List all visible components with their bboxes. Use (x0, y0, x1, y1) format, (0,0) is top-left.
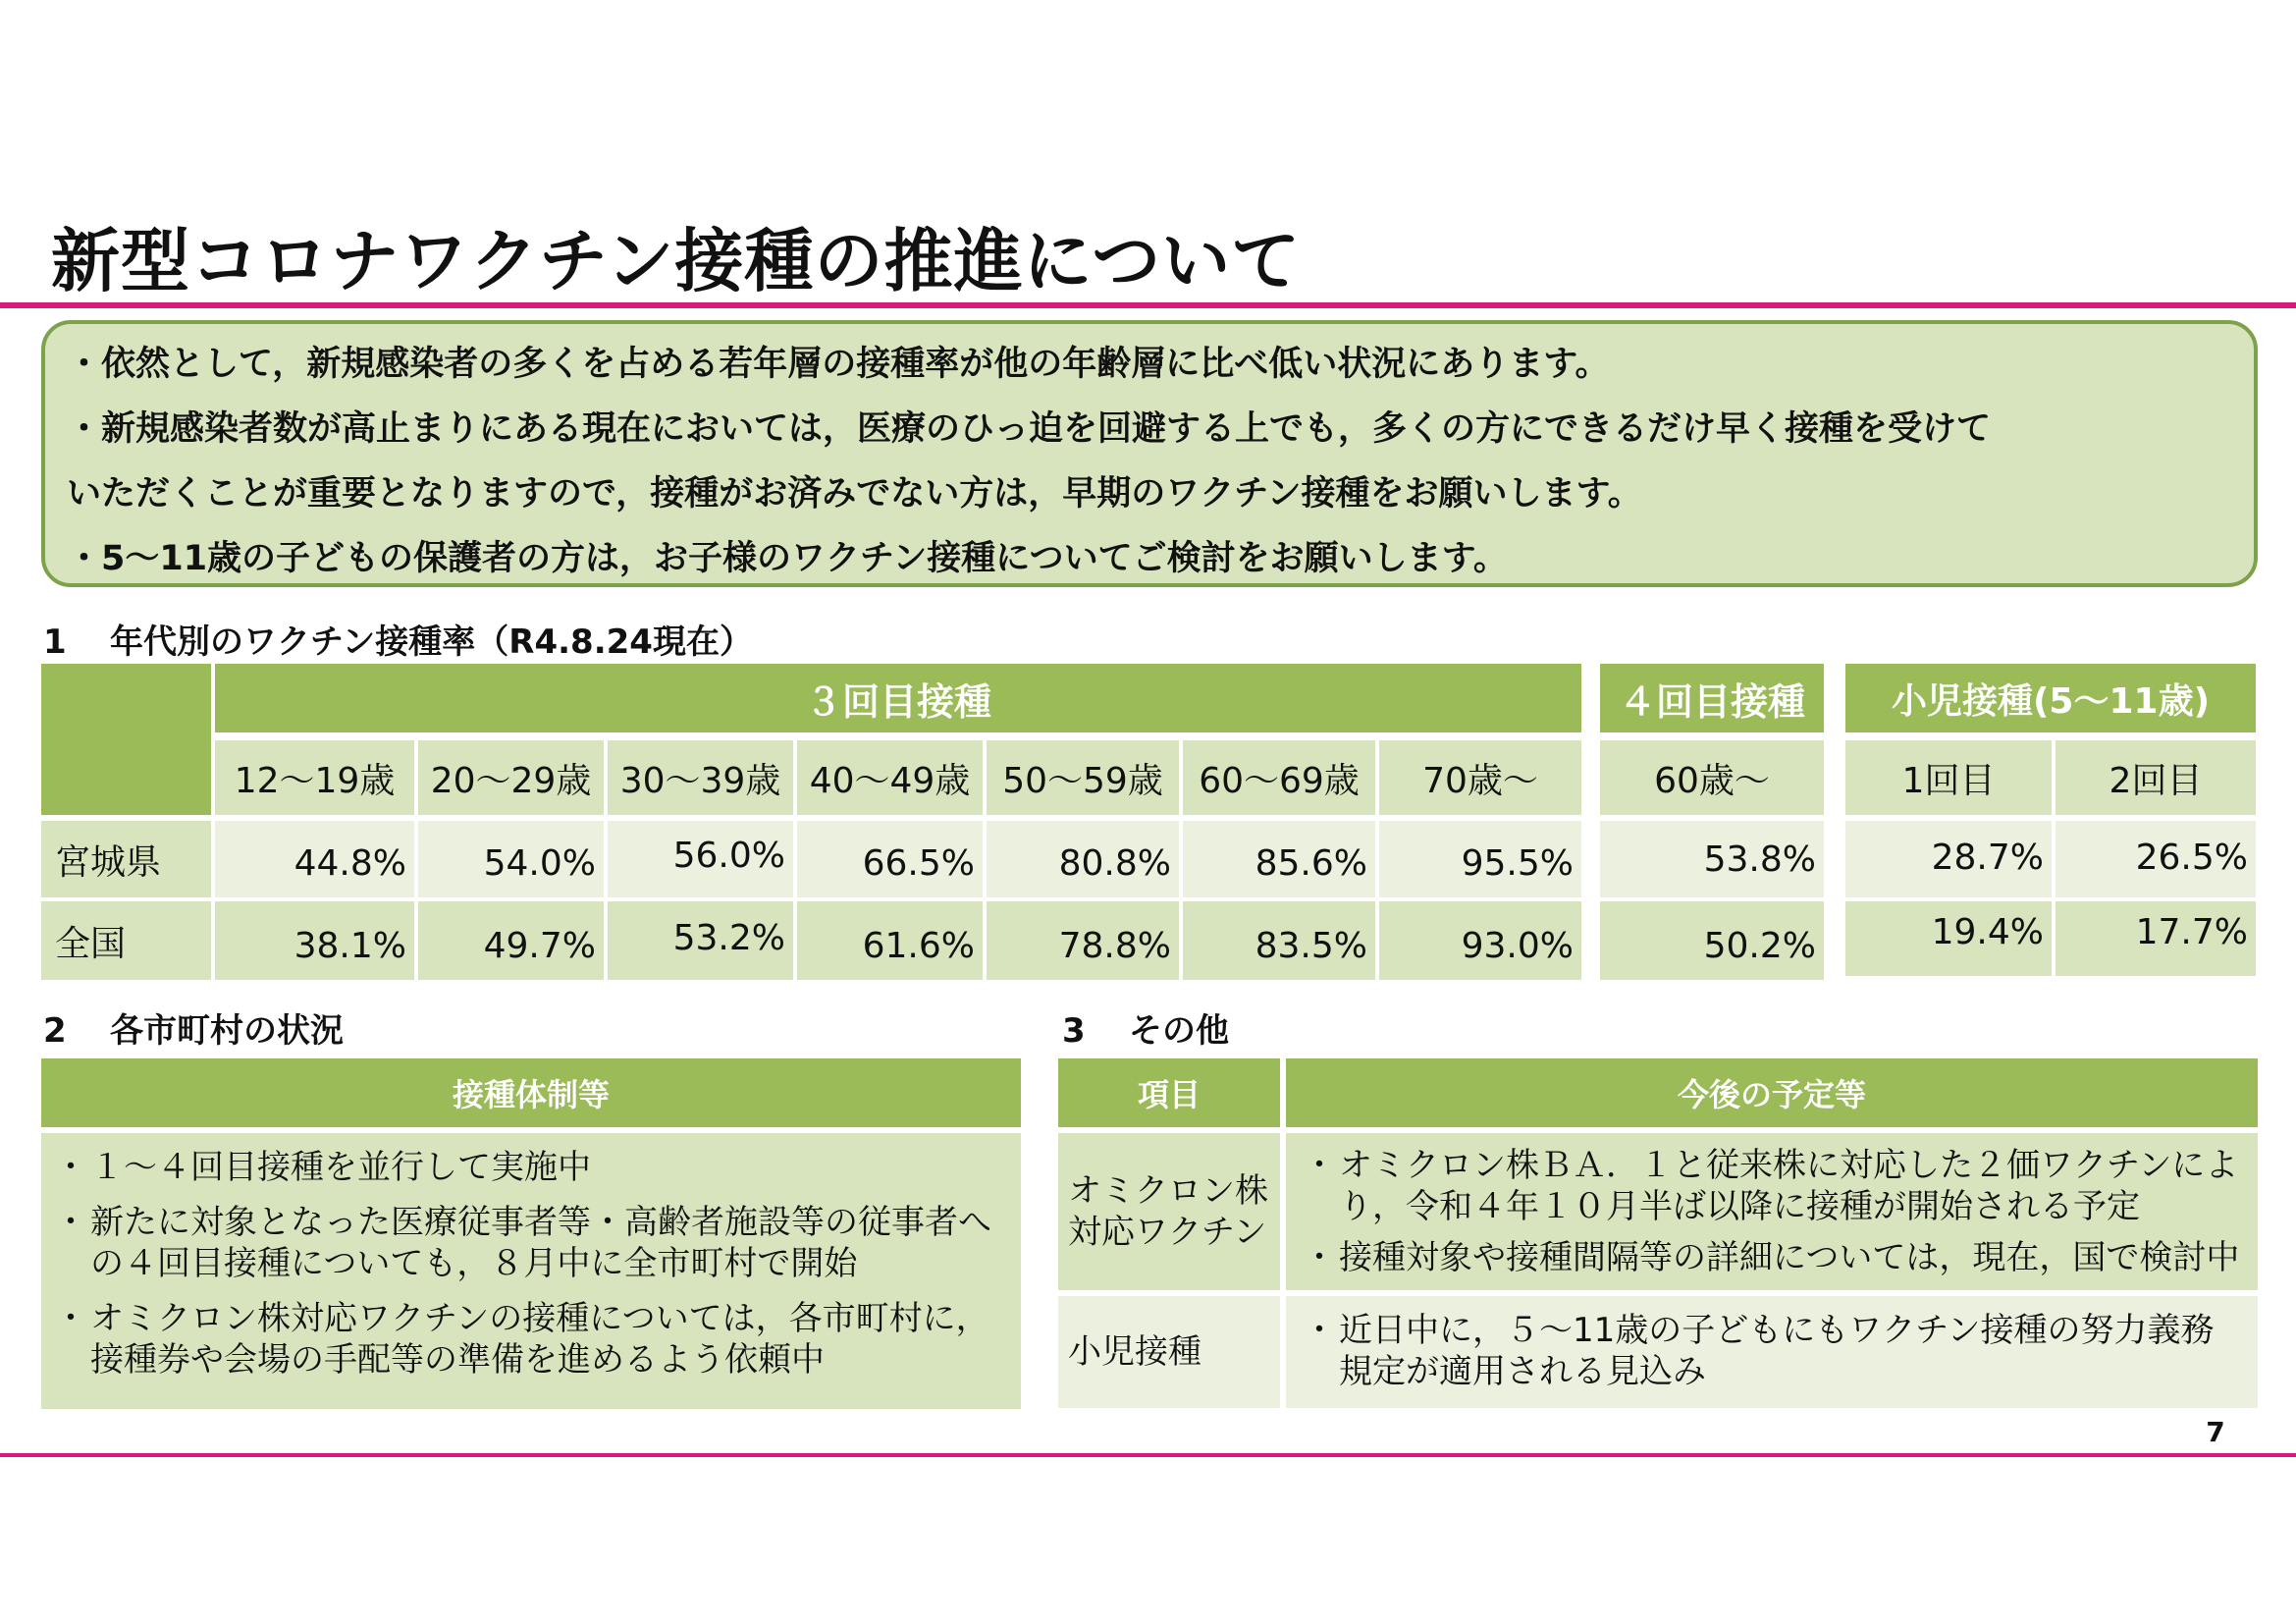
age-header: 60～69歳 (1183, 740, 1375, 815)
summary-line: ・5～11歳の子どもの保護者の方は，お子様のワクチン接種についてご検討をお願いします。 (67, 539, 1508, 578)
plan-cell (1286, 1133, 2258, 1290)
age-header: 30～39歳 (608, 740, 793, 815)
rate-cell: 38.1% (215, 901, 414, 980)
plan-cell (1286, 1296, 2258, 1408)
section2-heading (43, 1003, 344, 1052)
age-header: 12～19歳 (215, 740, 414, 815)
rate-cell: 50.2% (1600, 901, 1824, 980)
summary-line: ・新規感染者数が高止まりにある現在においては，医療のひっ迫を回避する上でも，多くの方にできるだけ早く接種を受けて (67, 409, 1992, 449)
page-number: 7 (2206, 1416, 2225, 1448)
rate-cell: 53.8% (1600, 821, 1824, 897)
dose-header: 2回目 (2056, 740, 2256, 815)
rate-cell: 95.5% (1379, 821, 1581, 897)
footer-divider (0, 1453, 2296, 1457)
column-header-plan: 今後の予定等 (1286, 1058, 2258, 1127)
rate-cell: 49.7% (418, 901, 604, 980)
column-header-item: 項目 (1058, 1058, 1280, 1127)
section-title: 各市町村の状況 (110, 1011, 344, 1051)
child-header: 小児接種(5～11歳) (1845, 664, 2256, 732)
summary-line: ・依然として，新規感染者の多くを占める若年層の接種率が他の年齢層に比べ低い状況にあります。 (67, 345, 1610, 384)
table-header: 接種体制等 (41, 1058, 1021, 1127)
rate-cell: 19.4% (1845, 901, 2052, 976)
rate-cell: 28.7% (1845, 821, 2052, 897)
table-corner (41, 664, 211, 815)
table-body (41, 1133, 1021, 1409)
item-cell (1058, 1133, 1280, 1290)
rate-cell: 54.0% (418, 821, 604, 897)
rate-cell: 85.6% (1183, 821, 1375, 897)
title-divider (0, 302, 2296, 308)
age-header: 40～49歳 (797, 740, 983, 815)
summary-line: いただくことが重要となりますので，接種がお済みでない方は，早期のワクチン接種をお願いします。 (67, 474, 1642, 514)
rate-cell: 26.5% (2056, 821, 2256, 897)
rate-cell: 93.0% (1379, 901, 1581, 980)
dose3-header: ３回目接種 (215, 664, 1581, 732)
summary-box (41, 320, 2258, 587)
item-cell (1058, 1296, 1280, 1408)
list-item: ・ 新たに対象となった医療従事者等・高齢者施設等の従事者への４回目接種についても，８月中に全市町村で開始 (54, 1203, 991, 1283)
section1-heading (43, 615, 753, 663)
age-header: 60歳～ (1600, 740, 1824, 815)
rate-cell: 44.8% (215, 821, 414, 897)
age-header: 20～29歳 (418, 740, 604, 815)
section-title: 年代別のワクチン接種率（R4.8.24現在） (110, 623, 753, 662)
item-label: 小児接種 (1068, 1332, 1201, 1372)
section-number: 2 (43, 1011, 67, 1051)
page-title: 新型コロナワクチン接種の推進について (51, 221, 1302, 301)
dose4-header: ４回目接種 (1600, 664, 1824, 732)
list-item: ・ １～４回目接種を並行して実施中 (54, 1148, 591, 1187)
section3-heading (1062, 1003, 1229, 1052)
section-number: 1 (43, 623, 67, 662)
list-item: ・ オミクロン株ＢＡ．１と従来株に対応した２価ワクチンにより，令和４年１０月半ば以降に接種が開始される予定 (1303, 1146, 2239, 1226)
age-header: 70歳～ (1379, 740, 1581, 815)
section-title: その他 (1129, 1011, 1229, 1051)
item-label: オミクロン株対応ワクチン (1068, 1171, 1268, 1252)
list-item: ・ オミクロン株対応ワクチンの接種については，各市町村に，接種券や会場の手配等の準備を進めるよう依頼中 (54, 1299, 989, 1380)
age-header: 50～59歳 (987, 740, 1179, 815)
rate-cell: 80.8% (987, 821, 1179, 897)
rate-cell: 56.0% (608, 821, 793, 897)
dose-header: 1回目 (1845, 740, 2052, 815)
rate-cell: 53.2% (608, 901, 793, 980)
rate-cell: 83.5% (1183, 901, 1375, 980)
section-number: 3 (1062, 1011, 1086, 1051)
list-item: ・ 近日中に，５～11歳の子どもにもワクチン接種の努力義務規定が適用される見込み (1303, 1311, 2215, 1391)
rate-cell: 61.6% (797, 901, 983, 980)
list-item: ・ 接種対象や接種間隔等の詳細については，現在，国で検討中 (1303, 1238, 2240, 1277)
rate-cell: 78.8% (987, 901, 1179, 980)
rate-cell: 17.7% (2056, 901, 2256, 976)
row-label: 宮城県 (41, 821, 211, 897)
row-label: 全国 (41, 901, 211, 980)
rate-cell: 66.5% (797, 821, 983, 897)
